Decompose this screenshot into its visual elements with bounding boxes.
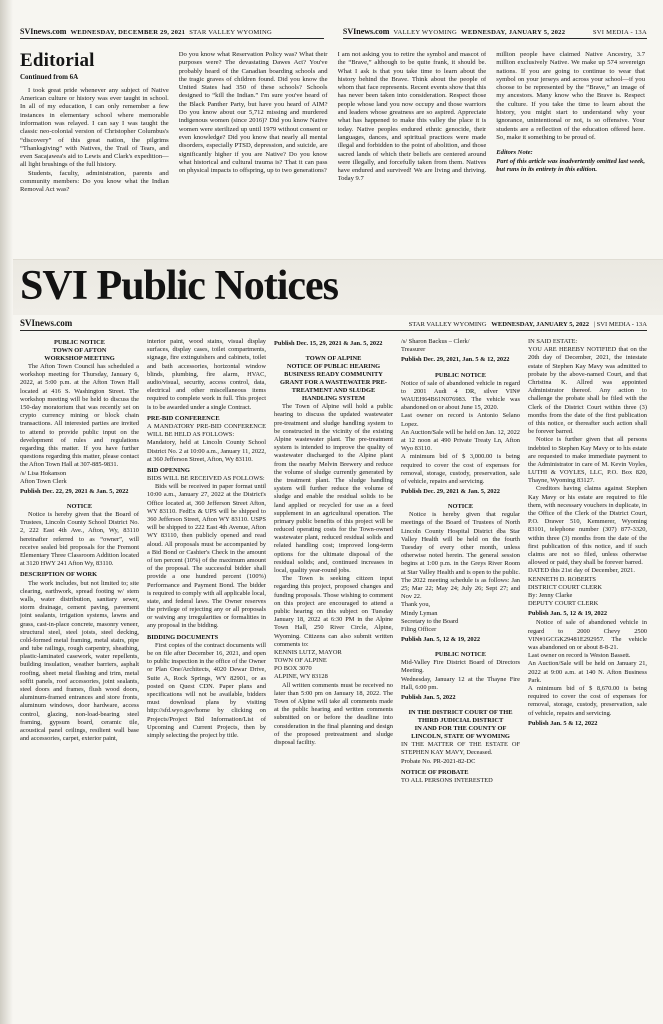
publish-line: Publish Dec. 22, 29, 2021 & Jan. 5, 2022 <box>20 487 129 495</box>
public-notices-columns <box>20 338 647 1020</box>
notice-paragraph: The Town is seeking citizen input regarding this project, proposed changes and funding proposals. Those wishing to comment on this project are encouraged to attend a public hearing on this subject on Tuesday January 18, 2022 at 6:30 PM in the Alpine Town Hall, 250 River Circle, Alpine, Wyoming. Citizens can also submit written comments to: <box>274 575 393 648</box>
notices-column-2 <box>147 338 266 1020</box>
notice-paragraph: A minimum bid of $ 8,670.00 is being required to cover the cost of expenses for removal, storage, custody, preservation, sale of vehicle, repairs and servicing. <box>528 684 647 717</box>
editorial-title: Editorial <box>20 51 95 71</box>
editors-note-title: Editors Note: <box>496 149 533 157</box>
notice-subheading: BIDDING DOCUMENTS <box>147 633 219 641</box>
notice-paragraph: The Afton Town Council has scheduled a workshop meeting for Thursday, January 6, 2022, at 5:00 p.m. at the Afton Town Hall located at 416 S. Washington Street. The workshop meeting will be held to discuss the 150-day moratorium that was recently set on crypto currency mining or block chain transactions. All interested parties are invited to attend to provide public input on the development of rules and regulations regarding this matter. If you have further questions regarding this matter, please contact the Afton Town Hall at 307-885-9831. <box>20 363 139 469</box>
notice-heading: TOWN OF ALPINE <box>305 355 362 363</box>
banner-dateline-right <box>406 321 647 328</box>
signature-line: PO BOX 3070 <box>274 665 312 673</box>
signature-line: KENNETH D. ROBERTS <box>528 575 596 583</box>
notices-column-1 <box>20 338 139 1020</box>
signature-line: KENNIS LUTZ, MAYOR <box>274 648 342 656</box>
editorial-column-1 <box>20 51 169 249</box>
notice-paragraph: A MANDATORY PRE-BID CONFERENCE WILL BE HELD AS FOLLOWS: <box>147 422 266 439</box>
masthead-left-date: WEDNESDAY, DECEMBER 29, 2021 <box>70 29 186 36</box>
notice-heading: IN AND FOR THE COUNTY OF LINCOLN, STATE OF WYOMING <box>411 725 510 741</box>
notice-heading: PUBLIC NOTICE <box>54 339 105 347</box>
signature-line: ALPINE, WY 83128 <box>274 673 328 681</box>
notices-column-5 <box>528 338 647 1020</box>
notice-paragraph: Notice is hereby given that regular meetings of the Board of Trustees of North Lincoln County Hospital District dba Star Valley Health will be held on the fourth Tuesday of every other month, unless otherwise noted herein. The general session begins at 1:00 p.m. in the Greys River Room at Star Valley Health and is open to the public. The 2022 meeting schedule is as follows: Jan 25; Mar 22; May 24; July 26; Sept 27; and Nov 22. <box>401 511 520 601</box>
editorial-column-1-text <box>20 87 169 195</box>
notice-paragraph: Notice of sale of abandoned vehicle in regard to 2001 Audi 4 DR, silver VIN# WAUEH64B61N076983. The vehicle was abandoned on or about June 15, 2020. <box>401 379 520 412</box>
editorial-column-4 <box>496 51 645 249</box>
notice-paragraph: TO ALL PERSONS INTERESTED <box>401 776 493 784</box>
editorial-continued-label: Continued from 6A <box>20 72 79 81</box>
notices-column-4 <box>401 338 520 1020</box>
publish-line: Publish Dec. 15, 29, 2021 & Jan. 5, 2022 <box>274 340 383 348</box>
editorial-column-4-text <box>496 51 645 174</box>
banner-region: STAR VALLEY WYOMING <box>408 321 487 329</box>
notice-subheading: DESCRIPTION OF WORK <box>20 571 98 579</box>
notice-heading: NOTICE <box>66 503 93 511</box>
publish-line: Publish Jan. 5, 12 & 19, 2022 <box>401 636 481 644</box>
signature-line: By: Jenny Clarke <box>528 591 573 599</box>
notice-paragraph: Students, faculty, administration, parents and community members: Do you know what the Indian Removal Act was? <box>20 169 169 194</box>
notice-paragraph: First copies of the contract documents will be on file after December 16, 2021, and open to public inspection in the office of the Owner or Plan One/Architects, 4020 Dewar Drive, Suite A, Rock Springs, WY 82901, or as posted on Quest CDN. Paper plans and specifications will not be available, bidders must download plans by visiting http://sfd.wyo.gov/home by clicking on Projects/Project Bid Information/List of Upcoming and Current Projects, then by simply selecting the project by title. <box>147 641 266 739</box>
signature-line: Secretary to the Board <box>401 617 459 625</box>
notice-paragraph: Do you know what Reservation Policy was? What their purposes were? The devastating Dawes Act? You've probably heard of the Canadian boarding schools and the tragic graves of children found. Did you know the United States had 350 of these schools? Schools designed to “kill the Indian.” I'm sure you've heard of the Black Panther Party, but have you heard of AIM? Do you know about our 5,712 missing and murdered indigenous women (since 2016)? Did you know Native women were sterilized up until 1979 without consent or even knowledge? Did you know that nearly all mental disorders, especially PTSD, depression, and suicide, are significantly higher if you are Native? Do you know what historical and cultural trauma is? That it can pass on physical impacts to offspring, up to two generations? <box>178 51 328 175</box>
public-notices-title: SVI Public Notices <box>20 263 338 309</box>
notice-subheading: PRE-BID CONFERENCE <box>147 414 220 422</box>
notice-paragraph: Notice is further given that all persons indebted to Stephen Kay Mavy or to his estate are requested to make immediate payment to the Administrator in care of M. Kevin Voyles, LUTHI & VOYLES, LLC, P.O. Box 820, Thayne, Wyoming 83127. <box>528 436 647 485</box>
notice-paragraph: An Auction/Sale will be held on Jan. 12, 2022 at 12 noon at 490 Private Treaty Ln, Afton Wyo 83110. <box>401 428 520 453</box>
notice-heading: PUBLIC NOTICE <box>435 651 486 659</box>
masthead-right-date: WEDNESDAY, JANUARY 5, 2022 <box>461 29 566 36</box>
notice-paragraph: IN THE MATTER OF THE ESTATE OF STEPHEN KAY MAVY, Deceased. <box>401 741 520 757</box>
notice-paragraph: Last owner on record is Weston Bassett. <box>528 652 631 660</box>
notice-paragraph: A minimum bid of $ 3,000.00 is being required to cover the cost of expenses for removal, storage, custody, preservation, sale of vehicle, repairs and servicing. <box>401 453 520 485</box>
signature-line: Treasurer <box>401 346 426 354</box>
editorial-column-2 <box>179 51 328 249</box>
notice-paragraph: Notice of sale of abandoned vehicle in regard to 2000 Chevy 2500 VIN#1GCGK29481E292957. The vehicle was abandoned on or about 8-8-21. <box>528 619 647 652</box>
notice-heading: NOTICE OF PUBLIC HEARING <box>286 363 381 371</box>
masthead-left <box>20 27 324 39</box>
banner-dateline <box>20 318 647 331</box>
public-notices-banner <box>0 259 663 315</box>
notice-paragraph: Mandatory, held at Lincoln County School District No. 2 at 10:00 a.m., January 11, 2022, at 360 Jefferson Street, Afton, Wy 83110. <box>147 439 266 463</box>
editorial-section <box>20 51 645 249</box>
notice-subheading: BID OPENING <box>147 466 190 474</box>
signature-line: /s/ Lisa Hokanson <box>20 469 67 477</box>
masthead-left-region: STAR VALLEY WYOMING <box>189 29 272 36</box>
editors-note-text: Part of this article was inadvertently omitted last week, but runs in its entirety in this edition. <box>496 157 645 173</box>
notice-paragraph: Mid-Valley Fire District Board of Directors Meeting. <box>401 659 520 675</box>
notice-paragraph: IN SAID ESTATE: <box>528 338 578 346</box>
publish-line: Publish Dec. 29, 2021 & Jan. 5, 2022 <box>401 488 500 496</box>
notice-paragraph: The work includes, but not limited to; site clearing, earthwork, spread footing w/ stem walls, water distribution, sanitary sewer, storm drainage, cement paving, pavement joint sealants, irrigation systems, lawns and grass, cast-in-place concrete, masonry veneer, structural steel, steel joists, steel decking, cold-formed metal framing, metal stairs, pipe and tube railings, rough carpentry, sheathing, plastic-laminated casework, water repellents, building insulation, weather barriers, asphalt roofing, sheet metal flashing and trim, metal soffit panels, roof accessories, joint sealants, steel doors and frames, flush wood doors, aluminum-framed entrances and store fronts, aluminum windows, door hardware, access control, glazing, non-load-bearing steel framing, gypsum board, ceramic tile, acoustical panel ceilings, resilient wall base and accessories, carpet, exterior paint, <box>20 579 139 743</box>
masthead-right-brand: SVInews.com <box>342 27 390 36</box>
editorial-column-3-text <box>338 51 487 184</box>
masthead-right-region: VALLEY WYOMING <box>393 29 457 36</box>
signature-line: TOWN OF ALPINE <box>274 657 327 665</box>
banner-site-label: SVInews.com <box>20 318 73 329</box>
notice-paragraph: Bids will be received in paper format until 10:00 a.m., January 27, 2022 at the District's Office located at, 360 Jefferson Street Afton, WY 83110. FedEx & UPS will be shipped to 360 Jefferson Street, Afton WY 83110. USPS will be shipped to 222 East 4th Avenue, Afton WY 83110, then publicly opened and read aloud. All proposals must be accompanied by a Bid Bond or Cashier's Check in the amount of ten percent (10%) of the maximum amount of the proposal. The successful bidder shall provide a one hundred percent (100%) Performance and Payment Bond. The bidder is required to comply with all applicable local, state, and federal laws. The Owner reserves the privilege of rejecting any or all proposals or waiving any irregularities or formalities in any proposal in the bidding. <box>147 483 266 630</box>
notices-column-3 <box>274 338 393 1020</box>
notice-paragraph: BIDS WILL BE RECEIVED AS FOLLOWS: <box>147 475 265 483</box>
notice-paragraph: All written comments must be received no later than 5:00 pm on January 18, 2022. The Town of Alpine will take all comments made at the public hearing and written comments submitted on or before the deadline into consideration in the final planning and design of the proposed pretreatment and sludge disposal facility. <box>274 681 393 746</box>
notice-paragraph: I am not asking you to retire the symbol and mascot of the “Brave,” although to be quite frank, it should be. What I ask is that you take time to learn about the history behind the Brave. Think about the people of whom that face represents. Recent events show that this has never been taken into consideration. Respect those people whose land you now occupy and those warriors and leaders whose greatness are so aspired. Appreciate what has happened to make this valley the place it is today. Native peoples endured ethnic genocide, their languages, dances, and spiritual practices were made illegal and forbidden to the point of abolition, and those sacred lands of which their beliefs are centered around were illegally, and forcefully taken from them. Natives have endured and survived! We are living and thriving. Today 9.7 <box>337 51 487 183</box>
notice-paragraph: Probate No. PR-2021-82-DC <box>401 757 476 765</box>
banner-page-number: | SVI MEDIA - 13A <box>593 321 647 329</box>
banner-date: WEDNESDAY, JANUARY 5, 2022 <box>491 321 589 329</box>
publish-line: Publish Dec. 29, 2021, Jan. 5 & 12, 2022 <box>401 356 510 364</box>
masthead-left-brand: SVInews.com <box>20 27 67 36</box>
notice-paragraph: Creditors having claims against Stephen Kay Mavy or his estate are required to file them, with necessary vouchers in duplicate, in the Office of the Clerk of the District Court, P.O. Drawer 510, Kemmerer, Wyoming 83101, telephone number (307) 877-3320, within three (3) months from the date of the first publication of this notice, and if such claims are not so filed, unless otherwise allowed or paid, they shall be forever barred. <box>528 485 647 567</box>
notice-heading: WORKSHOP MEETING <box>44 355 115 363</box>
notice-paragraph: DATED this 21st day of December, 2021. <box>528 567 635 575</box>
masthead-right-page-number: SVI MEDIA - 13A <box>592 29 647 36</box>
notice-paragraph: The Town of Alpine will hold a public hearing to discuss the updated wastewater pre-treatment and sludge handling system to be constructed in the vicinity of the existing Alpine wastewater plant. The pre-treatment system is intended to improve the quality of wastewater discharged to the Alpine plant from the nearby Melvin Brewery and reduce the volume of sludge currently generated by the treatment plant. The sludge handling system will further reduce the volume of sludge and enable the residual solids to be land applied or recycled for use as a feed supplement in an agricultural operation. The primary public benefits of this project will be reduced operating costs for the Town-owned wastewater plant, reduced residual solids and related handling cost; improved long-term options for the ultimate disposal of the residual solids; and, continued increases in local, quality year-round jobs. <box>274 403 393 575</box>
publish-line: Publish Jan. 5 & 12, 2022 <box>528 719 598 727</box>
signature-line: Mindy Lyman <box>401 609 438 617</box>
publish-line: Publish Jan. 5, 12 & 19, 2022 <box>528 610 608 618</box>
notice-paragraph: Wednesday, January 12 at the Thayne Fire Hall, 6:00 pm. <box>401 675 520 691</box>
editorial-column-2-text <box>179 51 328 175</box>
notice-heading: NOTICE <box>447 503 474 511</box>
notice-subheading: NOTICE OF PROBATE <box>401 768 469 776</box>
editorial-column-3 <box>338 51 487 249</box>
notice-paragraph: Last owner on record is Antonio Selano Lopez. <box>401 412 520 428</box>
notice-paragraph: An Auction/Sale will be held on January 21, 2022 at 9:00 a.m. at 140 N. Afton Business Park. <box>528 660 647 684</box>
notice-paragraph: interior paint, wood stains, visual display surfaces, display cases, toilet compartments, signage, fire extinguishers and cabinets, toilet and bath accessories, horizontal window blinds, plumbing, fire alarm, HVAC, audio/visual, security, access control, data, electrical and other miscellaneous items required to complete work in full. This project is to be awarded under a single Contract. <box>147 338 266 411</box>
notice-paragraph: Notice is hereby given that the Board of Trustees, Lincoln County School District No. 2, 222 East 4th Ave., Afton, Wy, 83110 hereinafter referred to as “owner”, will receive sealed bid proposals for the Fremont Elementary Three Classroom Addition located at 3120 HWY 241 Afton Wy, 83110. <box>20 511 139 568</box>
notice-heading: PUBLIC NOTICE <box>435 371 486 379</box>
signature-line: Thank you, <box>401 601 431 609</box>
masthead-row <box>0 0 663 39</box>
notice-heading: BUSINESS READY COMMUNITY GRANT FOR A WASTEWATER PRE-TREATMENT AND SLUDGE HANDLING SYSTEM <box>280 371 387 403</box>
signature-line: DEPUTY COURT CLERK <box>528 600 599 608</box>
signature-line: DISTRICT COURT CLERK <box>528 583 602 591</box>
notice-paragraph: I took great pride whenever any subject of Native American culture or history was ever taught in school. In all of my education, I can only remember a few instances in elementary school where memorable information was relayed. I can say I was taught the classic neo-colonial version of Christopher Columbus's “discovery” of this great nation, the pilgrims “Thanksgiving” with Natives, the Trail of Tears, and even Sacajawea's aid to Lewis and Clark's expedition—all light brushings of the full history. <box>20 86 169 169</box>
signature-line: Afton Town Clerk <box>20 477 67 485</box>
signature-line: /s/ Sharon Backus – Clerk/ <box>401 338 470 346</box>
notice-paragraph: million people have claimed Native Ancestry, 3.7 million exclusively Native. We make up 574 sovereign nations. If you are going to continue to wear that symbol on your jerseys and across your school—if you choose to be represented by the “Brave,” an image of my ancestors. Many know who the Brave is. Respect the culture. If you take the time to learn about the history, you might start to understand why your ignorance, unintentional or not, is so offensive. Your students are a reflection of the education offered here. So, make it something to be proud of. <box>496 51 645 141</box>
notice-heading: TOWN OF AFTON <box>52 347 107 355</box>
signature-line: Filing Officer <box>401 625 437 633</box>
notice-paragraph: YOU ARE HEREBY NOTIFIED that on the 20th day of December, 2021, the intestate estate of Stephen Kay Mavy was admitted to probate by the above-named Court, and that Christina K. Allred was appointed Administrator thereof. Any action to challenge the probate shall be filed with the Clerk of the District Court within three (3) months from the date of the first publication of this notice, or thereafter such action shall be forever barred. <box>528 346 647 436</box>
notice-heading: IN THE DISTRICT COURT OF THE THIRD JUDICIAL DISTRICT <box>408 709 513 725</box>
publish-line: Publish Jan. 5, 2022 <box>401 694 456 702</box>
masthead-right <box>343 27 647 39</box>
